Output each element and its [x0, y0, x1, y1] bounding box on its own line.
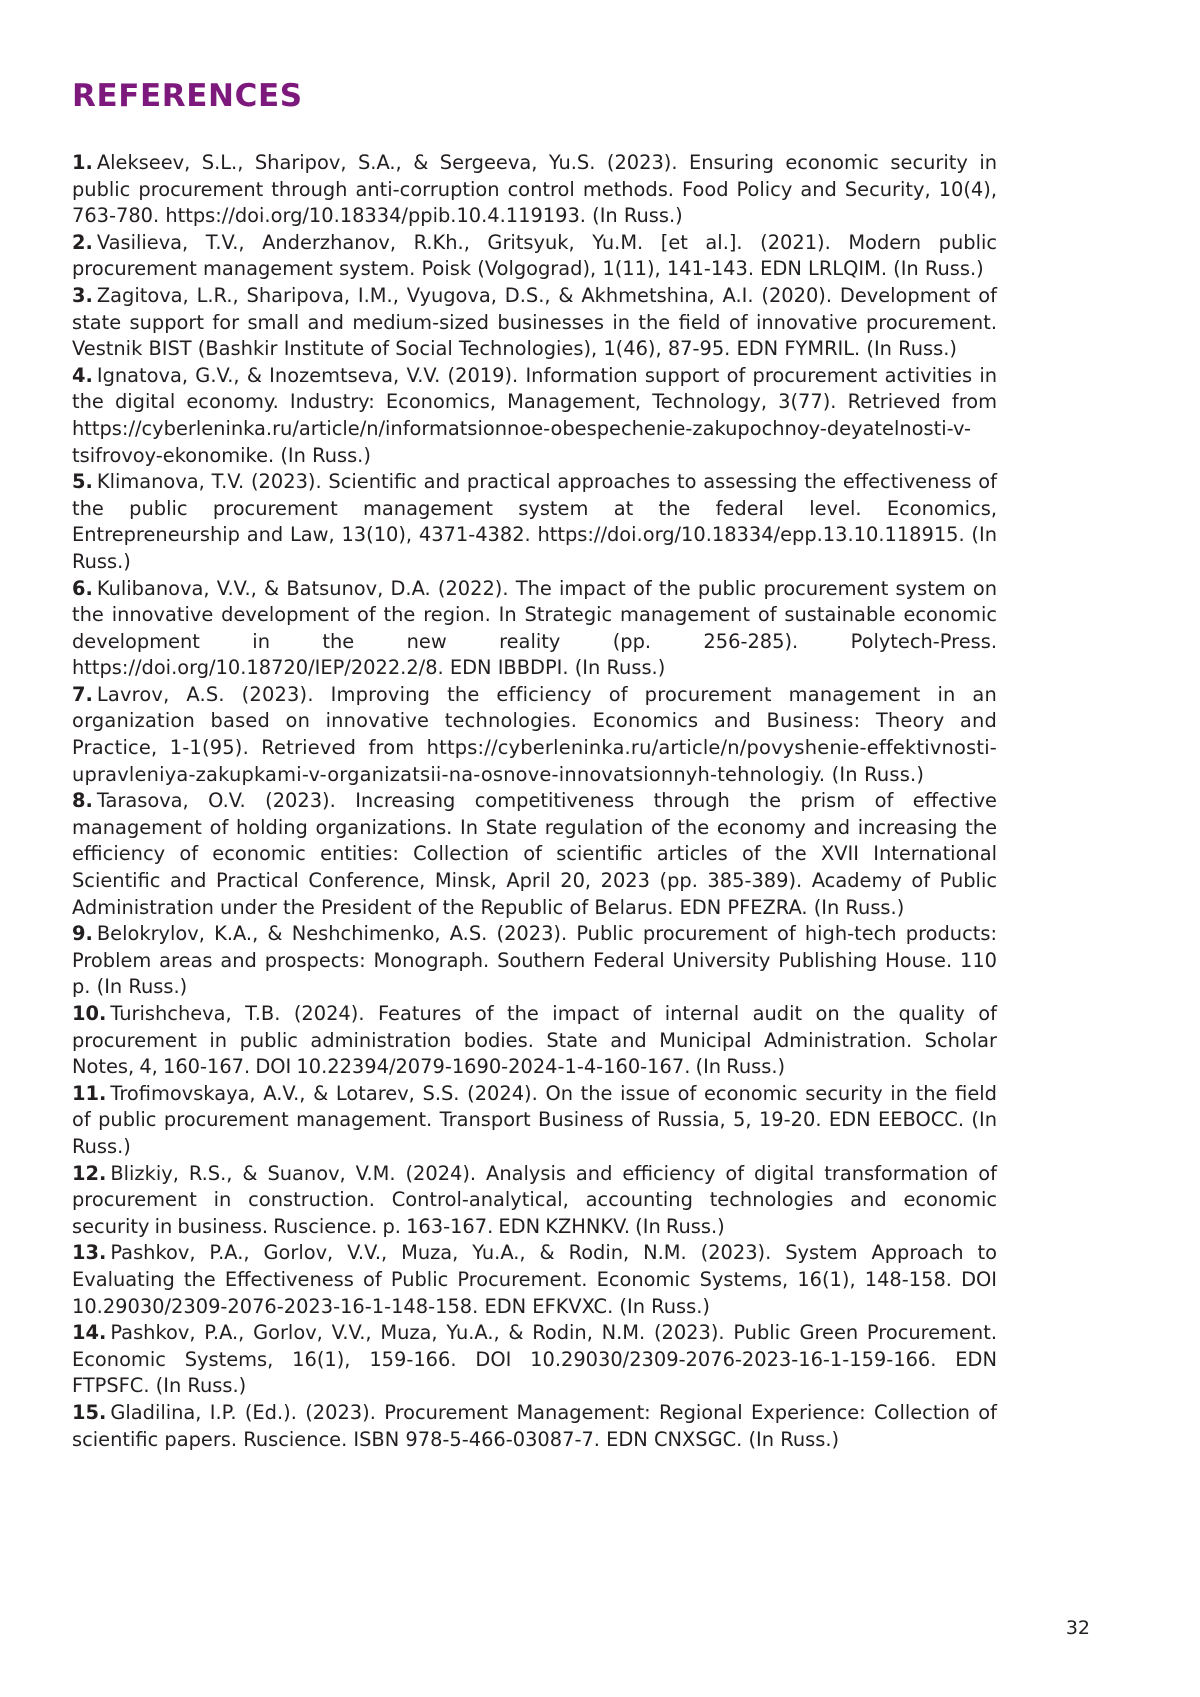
- reference-number: 10.: [72, 1002, 107, 1025]
- reference-item: [72, 788, 997, 921]
- reference-number: 13.: [72, 1241, 107, 1265]
- reference-text: Vasilieva, T.V., Anderzhanov, R.Kh., Gritsyuk, Yu.M. [et al.]. (2021). Modern public procurement management system. Poisk (Volgograd), 1(11), 141-143. EDN LRLQIM. (In Russ.): [72, 230, 997, 281]
- reference-text: Trofimovskaya, A.V., & Lotarev, S.S. (2024). On the issue of economic security in the field of public procurement management. Transport Business of Russia, 5, 19-20. EDN EEBOCC. (In Russ.): [72, 1081, 997, 1158]
- reference-number: 1.: [72, 151, 93, 174]
- reference-number: 12.: [72, 1161, 107, 1185]
- reference-text: Kulibanova, V.V., & Batsunov, D.A. (2022). The impact of the public procurement system on the innovative development of the region. In Strategic management of sustainable economic development in the new reality (pp. 256-285). Polytech-Press. https://doi.org/10.18720/IEP/2022.2/8. EDN IBBDPI. (In Russ.): [72, 576, 997, 680]
- reference-text: Ignatova, G.V., & Inozemtseva, V.V. (2019). Information support of procurement activities in the digital economy. Industry: Economics, Management, Technology, 3(77). Retrieved from https://cyberleninka.ru/article/n/informatsionnoe-obespechenie-zakupochnoy-deyatelnosti-v-tsifrovoy-ekonomike. (In Russ.): [72, 363, 997, 467]
- reference-number: 14.: [72, 1321, 107, 1345]
- references-list: [72, 150, 997, 1453]
- page-number: 32: [1065, 1617, 1090, 1639]
- reference-number: 8.: [72, 789, 93, 813]
- reference-item: [72, 1081, 997, 1161]
- reference-number: 5.: [72, 470, 93, 494]
- reference-text: Blizkiy, R.S., & Suanov, V.M. (2024). Analysis and efficiency of digital transformation of procurement in construction. Control-analytical, accounting technologies and economic security in business. Ruscience. p. 163-167. EDN KZHNKV. (In Russ.): [72, 1161, 997, 1238]
- reference-text: Tarasova, O.V. (2023). Increasing competitiveness through the prism of effective management of holding organizations. In State regulation of the economy and increasing the efficiency of economic entities: Collection of scientific articles of the XVII International Scientific and Practical Conference, Minsk, April 20, 2023 (pp. 385-389). Academy of Public Administration under the President of the Republic of Belarus. EDN PFEZRA. (In Russ.): [72, 789, 997, 919]
- reference-number: 9.: [72, 922, 93, 946]
- reference-text: Zagitova, L.R., Sharipova, I.M., Vyugova, D.S., & Akhmetshina, A.I. (2020). Development of state support for small and medium-sized businesses in the field of innovative procurement. Vestnik BIST (Bashkir Institute of Social Technologies), 1(46), 87-95. EDN FYMRIL. (In Russ.): [72, 283, 997, 361]
- reference-number: 4.: [72, 363, 93, 387]
- reference-item: [72, 1240, 997, 1320]
- reference-item: [72, 283, 997, 363]
- reference-item: [72, 921, 997, 1001]
- reference-number: 7.: [72, 682, 93, 706]
- reference-text: Belokrylov, K.A., & Neshchimenko, A.S. (2023). Public procurement of high-tech products: Problem areas and prospects: Monograph. Southern Federal University Publishing House. 110 p. (In Russ.): [72, 922, 997, 999]
- reference-item: [72, 576, 997, 682]
- reference-item: [72, 1320, 997, 1400]
- reference-item: [72, 1161, 997, 1241]
- reference-item: [72, 469, 997, 575]
- reference-item: [72, 150, 997, 230]
- reference-number: 6.: [72, 576, 93, 600]
- reference-item: [72, 1001, 997, 1081]
- reference-item: [72, 363, 997, 469]
- reference-number: 15.: [72, 1400, 107, 1424]
- reference-item: [72, 1400, 997, 1453]
- reference-text: Gladilina, I.P. (Ed.). (2023). Procurement Management: Regional Experience: Collection of scientific papers. Ruscience. ISBN 978-5-466-03087-7. EDN CNXSGC. (In Russ.): [72, 1400, 997, 1451]
- reference-text: Pashkov, P.A., Gorlov, V.V., Muza, Yu.A., & Rodin, N.M. (2023). Public Green Procurement. Economic Systems, 16(1), 159-166. DOI 10.29030/2309-2076-2023-16-1-159-166. EDN FTPSFC. (In Russ.): [72, 1321, 997, 1398]
- reference-text: Turishcheva, T.B. (2024). Features of the impact of internal audit on the quality of procurement in public administration bodies. State and Municipal Administration. Scholar Notes, 4, 160-167. DOI 10.22394/2079-1690-2024-1-4-160-167. (In Russ.): [72, 1002, 997, 1079]
- reference-item: [72, 230, 997, 283]
- reference-text: Klimanova, T.V. (2023). Scientific and practical approaches to assessing the effectiveness of the public procurement management system at the federal level. Economics, Entrepreneurship and Law, 13(10), 4371-4382. https://doi.org/10.18334/epp.13.10.118915. (In Russ.): [72, 470, 997, 573]
- reference-text: Alekseev, S.L., Sharipov, S.A., & Sergeeva, Yu.S. (2023). Ensuring economic security in public procurement through anti-corruption control methods. Food Policy and Security, 10(4), 763-780. https://doi.org/10.18334/ppib.10.4.119193. (In Russ.): [72, 151, 997, 228]
- reference-number: 11.: [72, 1081, 107, 1105]
- reference-text: Lavrov, A.S. (2023). Improving the efficiency of procurement management in an organization based on innovative technologies. Economics and Business: Theory and Practice, 1-1(95). Retrieved from https://cyberleninka.ru/article/n/povyshenie-effektivnosti-upravleniya-zakupkami-v-organizatsii-na-osnove-innovatsionnyh-tehnologiy. (In Russ.): [72, 682, 997, 786]
- reference-item: [72, 682, 997, 788]
- reference-text: Pashkov, P.A., Gorlov, V.V., Muza, Yu.A., & Rodin, N.M. (2023). System Approach to Evaluating the Effectiveness of Public Procurement. Economic Systems, 16(1), 148-158. DOI 10.29030/2309-2076-2023-16-1-148-158. EDN EFKVXC. (In Russ.): [72, 1241, 997, 1318]
- page-title: REFERENCES: [72, 78, 303, 114]
- reference-number: 3.: [72, 283, 93, 307]
- reference-number: 2.: [72, 230, 93, 254]
